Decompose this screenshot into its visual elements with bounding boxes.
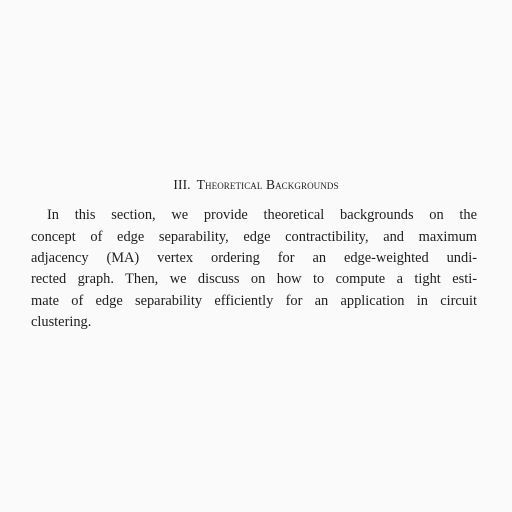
paragraph-line: concept of edge separability, edge contractibility, and maximum (31, 229, 477, 245)
paragraph-line: rected graph. Then, we discuss on how to compute a tight esti- (31, 271, 477, 287)
paragraph-line: mate of edge separability efficiently for an application in circuit (31, 293, 477, 309)
section-number: III. (173, 177, 191, 192)
section-heading (0, 177, 512, 193)
paragraph-line: clustering. (31, 314, 92, 330)
paragraph-line: In this section, we provide theoretical backgrounds on the (47, 207, 477, 223)
section-title: Theoretical Backgrounds (196, 177, 339, 192)
paragraph-line: adjacency (MA) vertex ordering for an edge-weighted undi- (31, 250, 477, 266)
